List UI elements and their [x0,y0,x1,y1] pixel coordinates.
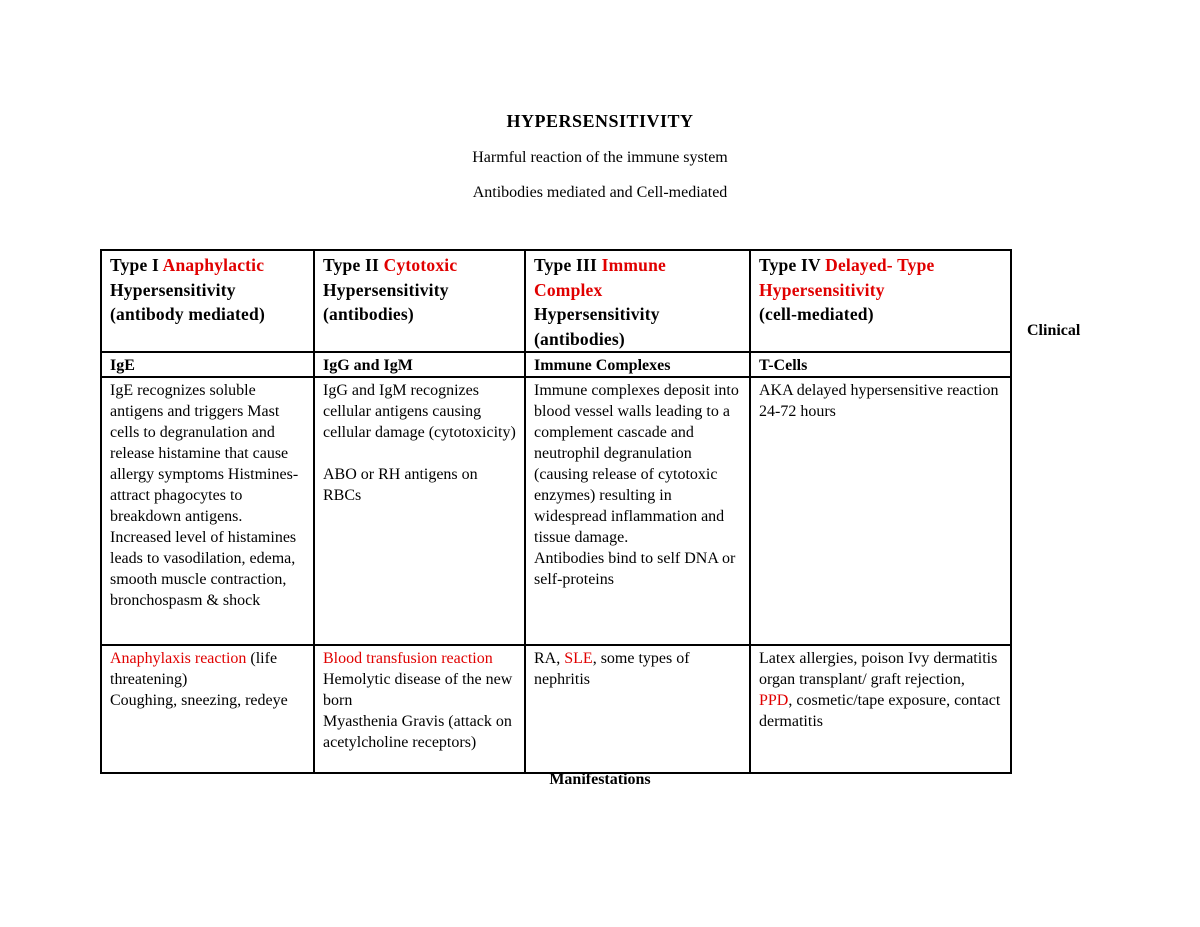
type-name-line-2: Complex [534,279,603,300]
description-extra: Antibodies bind to self DNA or self-proteins [534,550,736,588]
document-title: HYPERSENSITIVITY [506,111,694,131]
clinical-text: (life threatening) [110,650,278,688]
document-subtitle-2: Antibodies mediated and Cell-mediated [472,184,728,201]
type-name-line-2: Hypersensitivity [759,279,885,300]
description-text: IgG and IgM recognizes cellular antigens causing cellular damage (cytotoxicity) [323,382,516,441]
header-cell-type-1 [101,250,314,352]
manifestations-label: Manifestations [549,771,651,788]
description-cell [525,377,750,645]
header-line: Hypersensitivity [110,279,236,300]
description-text: Immune complexes deposit into blood vessel walls leading to a complement cascade and neutrophil degranulation (causing release of cytotoxic enzymes) resulting in widespread inflammation and tissue damage. [534,382,739,546]
clinical-cell [314,645,525,773]
agent-cell: Immune Complexes [525,352,750,377]
document-subtitle: Harmful reaction of the immune system [472,149,728,166]
description-extra: ABO or RH antigens on RBCs [323,466,478,504]
description-cell [314,377,525,645]
type-label: Type II [323,255,380,275]
clinical-text: Hemolytic disease of the new born [323,671,513,709]
agent-cell: IgG and IgM [314,352,525,377]
header-line: (cell-mediated) [759,304,874,324]
clinical-cell [525,645,750,773]
clinical-text: , cosmetic/tape exposure, contact dermatitis [759,692,1001,730]
clinical-text: RA, [534,650,565,667]
type-name: Delayed- Type [825,255,935,275]
type-label: Type III [534,255,598,275]
clinical-cell [750,645,1011,773]
agent-cell: IgE [101,352,314,377]
type-name: Immune [601,255,667,275]
clinical-highlight: SLE [564,650,593,667]
header-line: Hypersensitivity [534,304,660,324]
clinical-highlight: Anaphylaxis reaction [110,650,247,667]
clinical-highlight: PPD [759,692,789,709]
description-text: AKA delayed hypersensitive reaction [759,382,999,399]
header-line: (antibody mediated) [110,304,265,324]
table-clinical-row [101,645,1011,773]
header-line: (antibodies) [534,328,625,349]
table-agent-row [101,352,1011,377]
table-description-row [101,377,1011,645]
table-header-row [101,250,1011,352]
clinical-text: , some types of nephritis [534,650,690,688]
clinical-cell [101,645,314,773]
header-line: (antibodies) [323,304,414,324]
clinical-side-label: Clinical [1027,322,1081,339]
description-text: IgE recognizes soluble antigens and triggers Mast cells to degranulation and release histamine that cause allergy symptoms Histmines-attract phagocytes to breakdown antigens. Increased level of histamines leads to vasodilation, edema, smooth muscle contraction, bronchospasm & shock [110,382,299,609]
description-cell [101,377,314,645]
type-label: Type IV [759,255,821,275]
header-cell-type-2 [314,250,525,352]
clinical-text: Latex allergies, poison Ivy dermatitis organ transplant/ graft rejection, [759,650,998,688]
clinical-highlight: Blood transfusion reaction [323,650,493,667]
clinical-extra: Myasthenia Gravis (attack on acetylcholine receptors) [323,713,512,751]
type-name: Cytotoxic [383,255,458,275]
header-cell-type-3 [525,250,750,352]
spacer [323,443,516,464]
description-extra: 24-72 hours [759,403,836,420]
clinical-extra: Coughing, sneezing, redeye [110,692,288,709]
header-line: Hypersensitivity [323,279,449,300]
hypersensitivity-table [100,249,1012,774]
agent-cell: T-Cells [750,352,1011,377]
type-label: Type I [110,255,160,275]
description-cell [750,377,1011,645]
header-cell-type-4 [750,250,1011,352]
type-name: Anaphylactic [162,255,265,275]
